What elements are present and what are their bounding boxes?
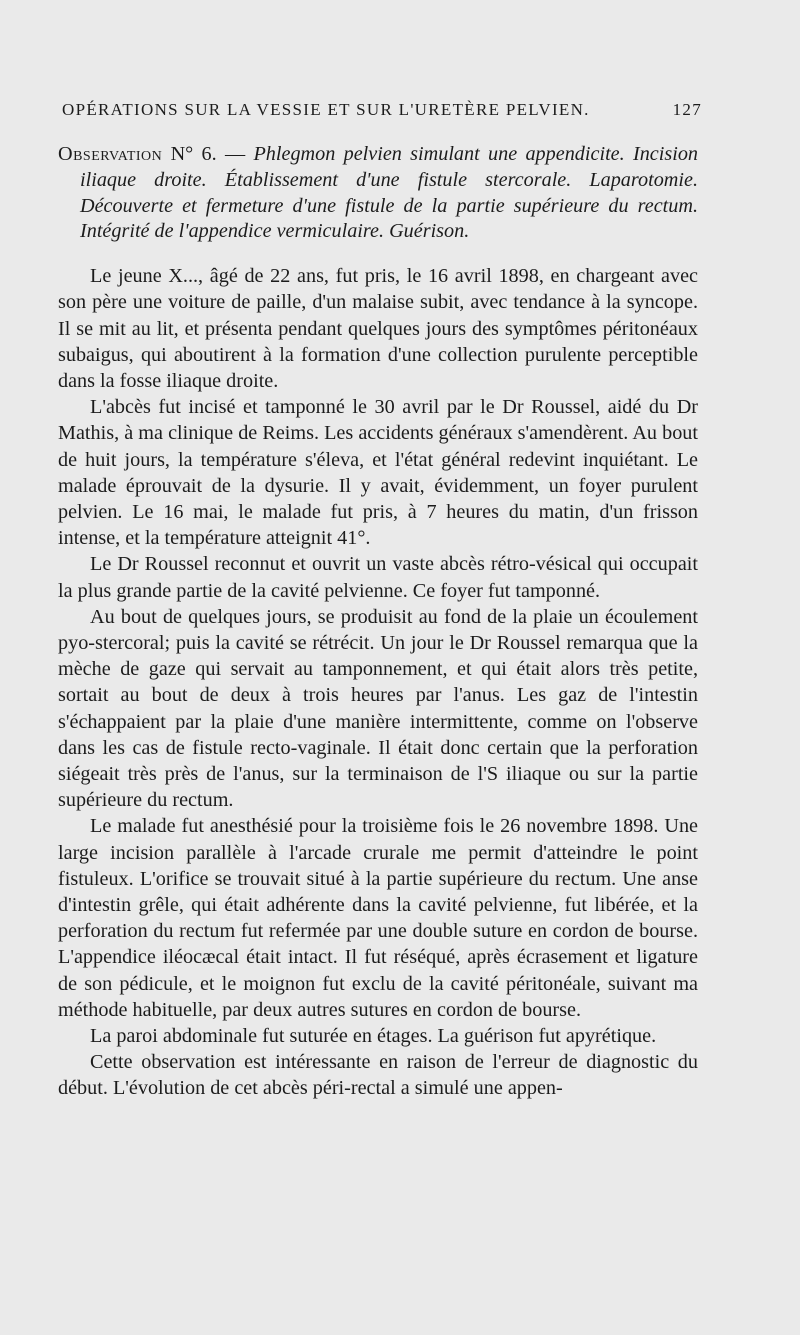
running-title: OPÉRATIONS SUR LA VESSIE ET SUR L'URETÈRE PELVIEN. — [62, 100, 590, 119]
paragraph: L'abcès fut incisé et tamponné le 30 avril par le Dr Roussel, aidé du Dr Mathis, à ma clinique de Reims. Les accidents généraux s'amendèrent. Au bout de huit jours, la température s'éleva, et l'état général redevint inquiétant. Le malade éprouvait de la dysurie. Il y avait, évidemment, un foyer purulent pelvien. Le 16 mai, le malade fut pris, à 7 heures du matin, d'un frisson intense, et la température atteignit 41°. — [58, 396, 698, 550]
body-text — [58, 142, 698, 1102]
paragraph: Le jeune X..., âgé de 22 ans, fut pris, le 16 avril 1898, en chargeant avec son père une voiture de paille, d'un malaise subit, avec tendance à la syncope. Il se mit au lit, et présenta pendant quelques jours des symptômes péritonéaux subaigus, qui aboutirent à la formation d'une collection purulente perceptible dans la fosse iliaque droite. — [58, 265, 698, 392]
paragraph: La paroi abdominale fut suturée en étages. La guérison fut apyrétique. — [90, 1025, 657, 1048]
observation-label: Observation — [58, 143, 163, 165]
observation-number: N° 6. — — [170, 143, 246, 165]
page-number: 127 — [672, 100, 702, 119]
paragraph: Le Dr Roussel reconnut et ouvrit un vaste abcès rétro-vésical qui occupait la plus grande partie de la cavité pelvienne. Ce foyer fut tamponné. — [58, 553, 698, 602]
observation-heading — [58, 142, 698, 245]
paragraph: Le malade fut anesthésié pour la troisième fois le 26 novembre 1898. Une large incision parallèle à l'arcade crurale me permit d'atteindre le point fistuleux. L'orifice se trouvait situé à la partie supérieure du rectum. Une anse d'intestin grêle, qui était adhérente dans la cavité pelvienne, fut libérée, et la perforation du rectum fut refermée par une double suture en cordon de bourse. L'appendice iléocæcal était intact. Il fut réséqué, après écrasement et ligature de son pédicule, et le moignon fut exclu de la cavité péritonéale, suivant ma méthode habituelle, par deux autres sutures en cordon de bourse. — [58, 815, 698, 1021]
running-header — [62, 100, 702, 120]
observation-summary: Phlegmon pelvien simulant une appendicite. Incision iliaque droite. Établissement d'une fistule stercorale. Laparotomie. Découverte et fermeture d'une fistule de la partie supérieure du rectum. Intégrité de l'appendice vermiculaire. Guérison. — [80, 143, 699, 243]
paragraph: Cette observation est intéressante en raison de l'erreur de diagnostic du début. L'évolution de cet abcès péri-rectal a simulé une appen- — [58, 1051, 698, 1100]
paragraph: Au bout de quelques jours, se produisit au fond de la plaie un écoulement pyo-stercoral; puis la cavité se rétrécit. Un jour le Dr Roussel remarqua que la mèche de gaze qui servait au tamponnement, et qui était alors très petite, sortait au bout de deux à trois heures par l'anus. Les gaz de l'intestin s'échappaient par la plaie d'une manière intermittente, comme on l'observe dans les cas de fistule recto-vaginale. Il était donc certain que la perforation siégeait très près de l'anus, sur la terminaison de l'S iliaque ou sur la partie supérieure du rectum. — [58, 605, 698, 812]
